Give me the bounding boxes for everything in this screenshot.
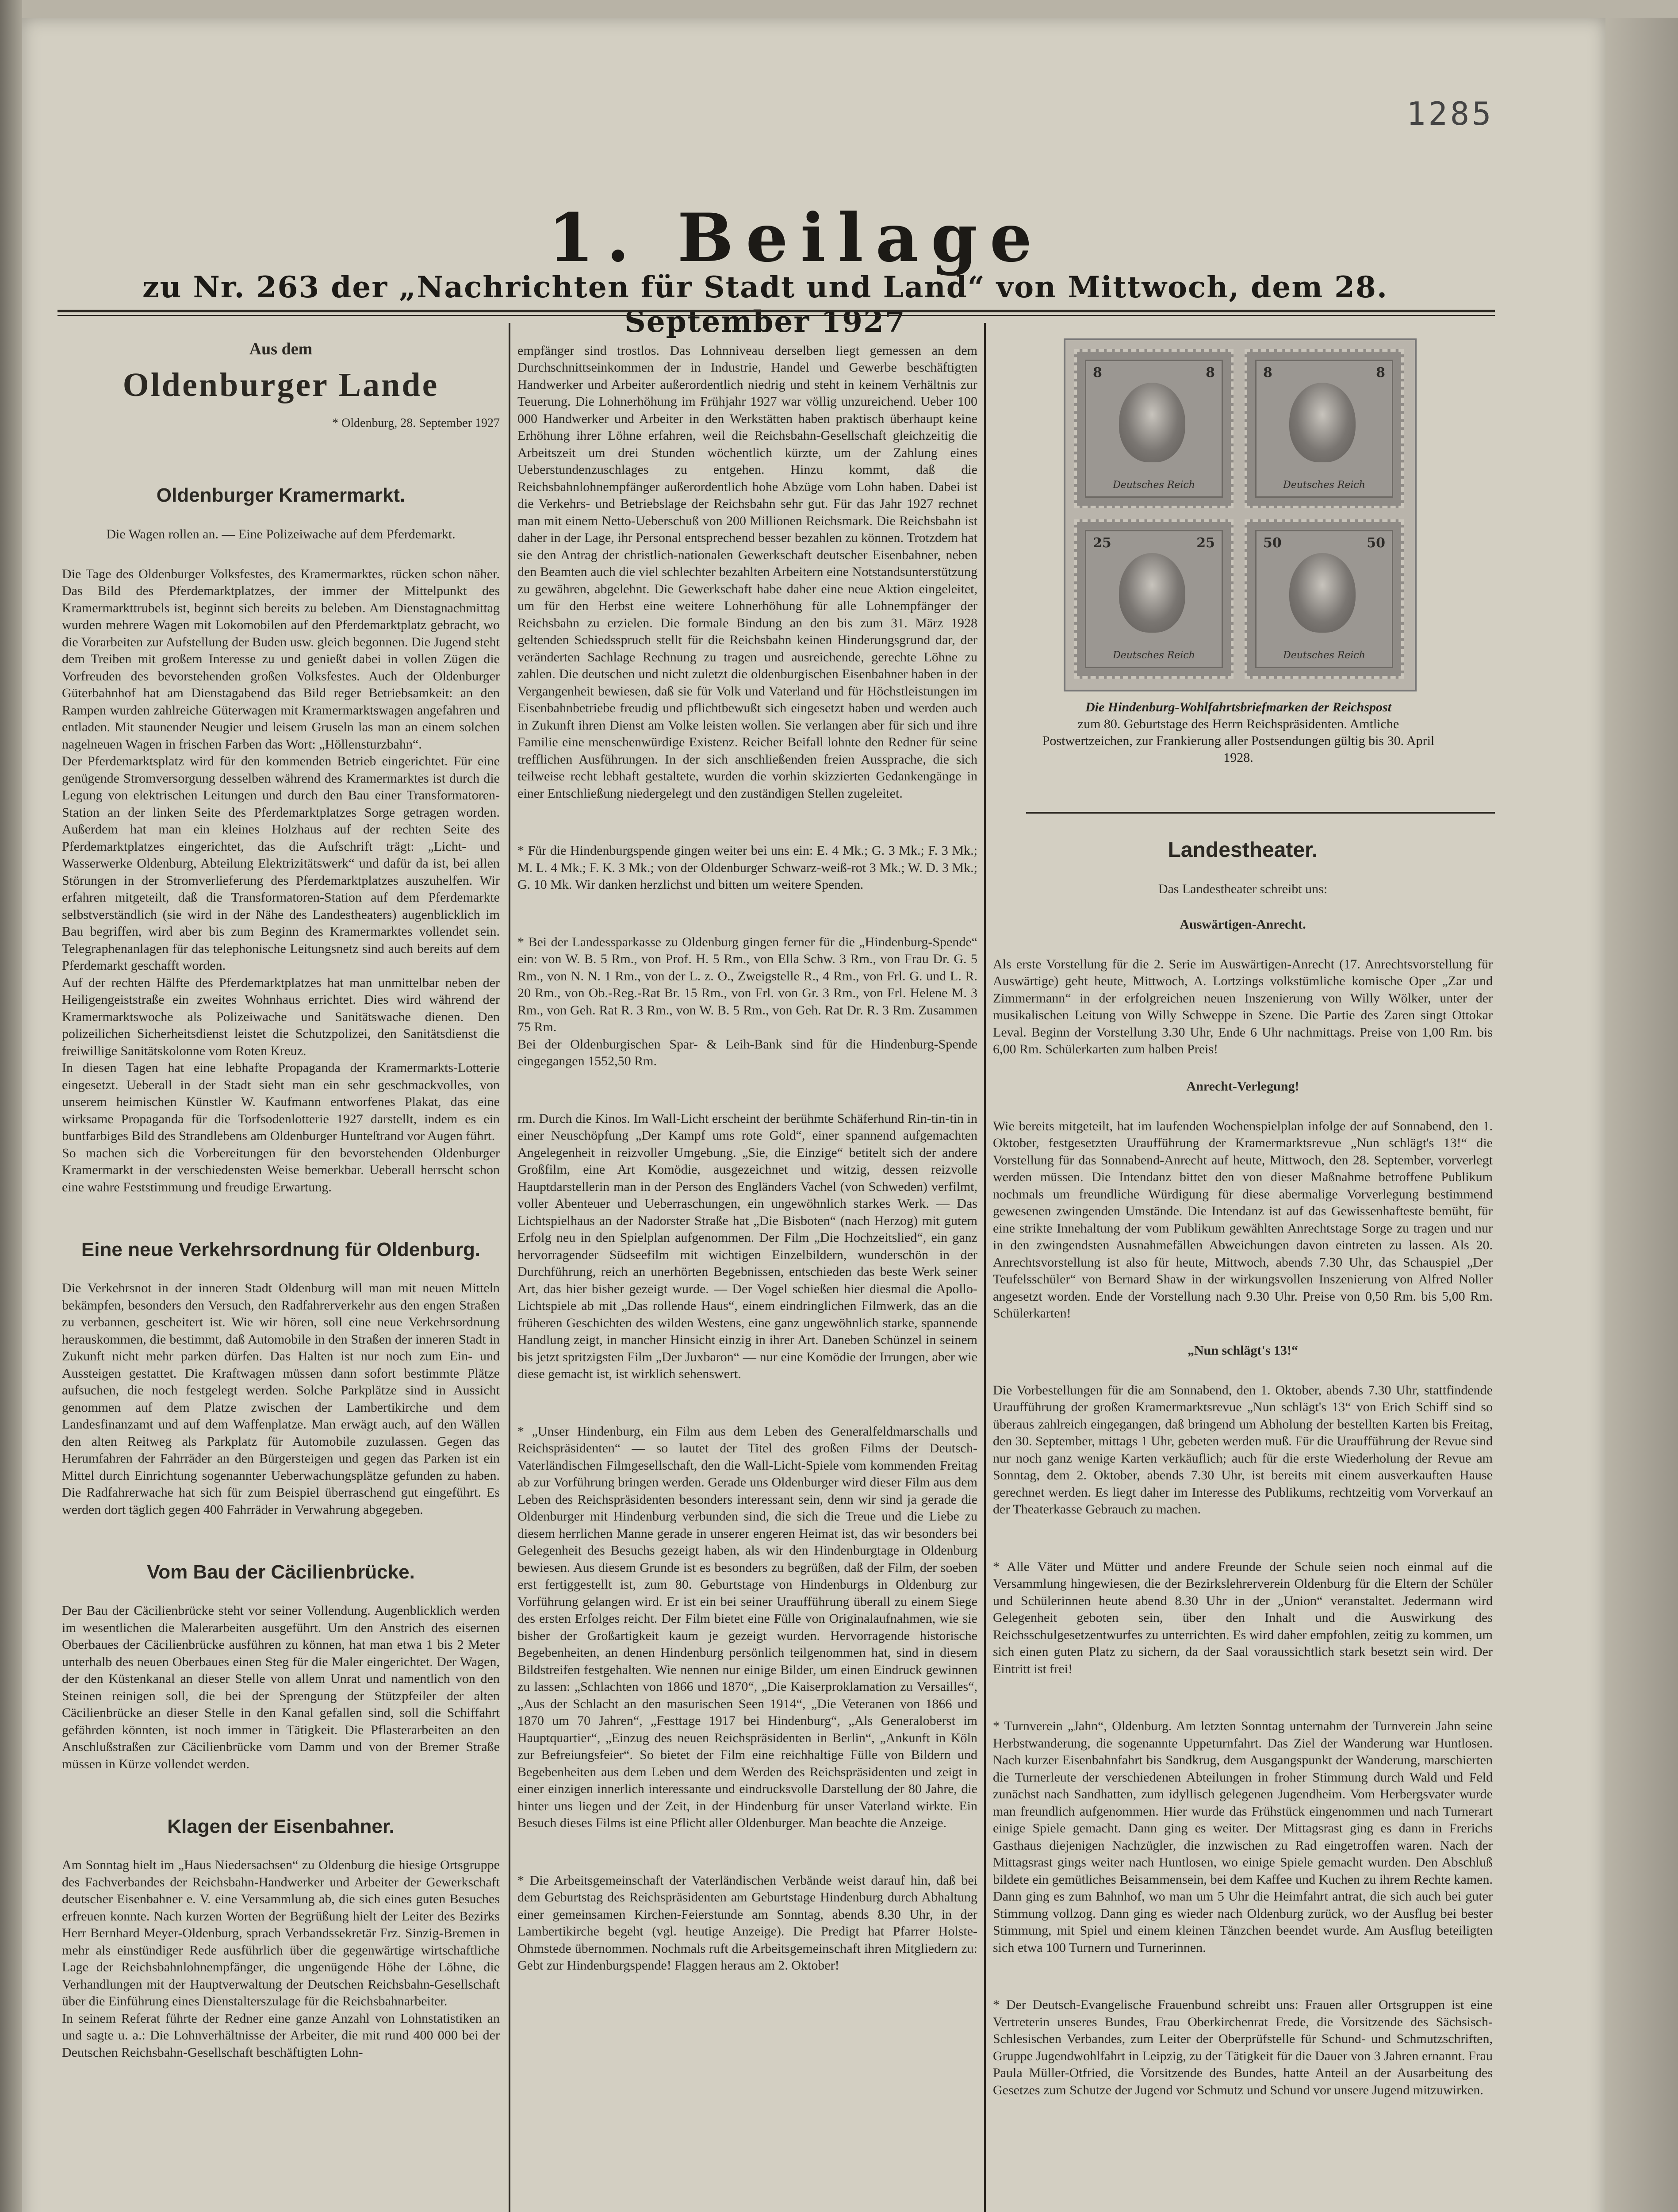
supplement-subtitle: zu Nr. 263 der „Nachrichten für Stadt und Land“ von Mittwoch, dem 28. September 1927: [142, 270, 1388, 339]
stamp: 50 50 Deutsches Reich: [1245, 519, 1404, 679]
supplement-title: 1. Beilage: [548, 199, 1045, 277]
stamp-caption-text: zum 80. Geburtstage des Herrn Reichspräsidenten. Amtliche Postwertzeichen, zur Frankierung aller Postsendungen gültig bis 30. April 1928.: [1042, 717, 1435, 765]
column-divider-1: [509, 323, 510, 2212]
stamp-caption-title: Die Hindenburg-Wohlfahrtsbriefmarken der Reichspost: [1085, 700, 1391, 714]
notice-paragraph: * „Unser Hindenburg, ein Film aus dem Leben des Generalfeldmarschalls und Reichspräsidenten“ — so lautet der Titel des großen Films der Deutsch-Vaterländischen Filmgesellschaft, den die Wall-Licht-Spiele vom kommenden Freitag ab zur Vorführung bringen werden. Gerade uns Oldenburger wird dieser Film aus dem Leben des Reichspräsidenten besonders interessant sein, denn wir sind ja gerade die Oldenburger mit Hindenburg verbunden sind, die sich die Treue und die Liebe zu diesem herrlichen Manne gerade in unserer engeren Heimat ist, das wir besonders bei Gelegenheit des Besuchs gezeigt haben, als wir den Hindenburgtage in Oldenburg bewiesen. Aus diesem Grunde ist es besonders zu begrüßen, daß der Film, der soeben erst fertiggestellt ist, zum 80. Geburtstage von Hindenburgs in Oldenburg zur Vorführung gelangen wird. Er ist ein bei seiner Uraufführung überall zu einem Siege des ersten Erfolges reicht. Der Film bietet eine Fülle von Originalaufnahmen, wie sie bisher der Großartigkeit kaum je gezeigt wurden. Hervorragende historische Begebenheiten, an denen Hindenburg persönlich teilgenommen hat, sind in diesem Bildstreifen festgehalten. Wie nennen nur einige Bilder, um einen Eindruck gewinnen zu lassen: „Schlachten von 1866 und 1870“, „Die Kaiserproklamation zu Versailles“, „Aus der Schlacht an den masurischen Seen 1914“, „Die Veteranen von 1866 und 1870 um 70 Jahren“, „Festtage 1917 bei Hindenburg“, „Als Generaloberst im Hauptquartier“, „Einzug des neuen Reichspräsidenten in Berlin“, „Ankunft in Köln zur Befreiungsfeier“. So bietet der Film eine reichhaltige Fülle von Bildern und Begebenheiten aus dem Leben und dem Werden des Reichspräsidenten und zeigt in einer einzigen innerlich interessante und eindrucksvolle Darstellung der 80 Jahre, die hinter uns liegen und der Zeit, in der Hindenburg für unser Vaterland wirkte. Ein Besuch dieses Films ist eine Pflicht aller Oldenburger. Man beachte die Anzeige.: [517, 1424, 977, 1830]
page-edge-shadow: [1605, 18, 1678, 2212]
portrait-image: [1119, 383, 1185, 462]
article-body: empfänger sind trostlos. Das Lohnniveau derselben liegt gemessen an dem Durchschnittseinkommen der in Industrie, Handel und Gewerbe beschäftigten Handwerker und Arbeiter außerordentlich niedrig und steht in keinem Verhältnis zur Teuerung. Die Lohnerhöhung im Frühjahr 1927 war völlig unzureichend. Ueber 100 000 Handwerker und Arbeiter in den Werkstätten haben praktisch überhaupt keine Erhöhung ihrer Löhne erfahren, weil die Reichsbahn-Gesellschaft gleichzeitig die Arbeitszeit um drei Stunden wöchentlich kürzte, um der Zahlung eines Ueberstundenzuschlages zu entgehen. Hinzu kommt, daß die Reichsbahnlohnempfänger außerordentlich hohe Abzüge vom Lohn haben. Dabei ist die Verkehrs- und Betriebslage der Reichsbahn sehr gut. Für das Jahr 1927 rechnet man mit einem Netto-Ueberschuß von 200 Millionen Reichsmark. Die Reichsbahn ist daher in der Lage, ihr Personal entsprechend besser bezahlen zu können. Trotzdem hat sie den Antrag der christlich-nationalen Gewerkschaft deutscher Eisenbahner, neben den Beamten auch die viel schlechter bezahlten Arbeitern eine Notstandsunterstützung zu gewähren, abgelehnt. Die Gewerkschaft habe daher eine neue Aktion eingeleitet, um für den Herbst eine weitere Lohnerhöhung für alle Lohnempfänger der Reichsbahn zu erzielen. Die formale Bindung an den bis zum 31. März 1928 geltenden Schiedsspruch stellt für die Reichsbahn keinen Hinderungsgrund dar, der veränderten Sachlage Rechnung zu tragen und ausreichende, gerechte Löhne zu zahlen. Die deutschen und nicht zuletzt die oldenburgischen Eisenbahner haben in der Vergangenheit bewiesen, daß sie für Volk und Vaterland und für Höchstleistungen im Eisenbahnbetriebe freudig und pflichtbewußt sich eingesetzt haben und werden auch in Zukunft ihren Dienst am Volke leisten wollen. Sie verlangen aber für sich und ihre Familie eine menschenwürdige Existenz. Reicher Beifall lohnte den Redner für seine trefflichen Ausführungen. In der sich anschließenden freien Aussprache, die sich teilweise recht lebhaft gestaltete, wurden die vorhin skizzierten Gedankengänge in einer Entschließung niedergelegt und den zuständigen Stellen zugeleitet.: [517, 343, 977, 801]
header-rule-thin: [57, 315, 1495, 316]
column-1: [62, 321, 500, 2212]
notice-paragraph: * Für die Hindenburgspende gingen weiter bei uns ein: E. 4 Mk.; G. 3 Mk.; F. 3 Mk.; M. L. 4 Mk.; F. K. 3 Mk.; von der Oldenburger Schwarz-weiß-rot 3 Mk.; W. D. 3 Mk.; G. 10 Mk. Wir danken herzlichst und bitten um weitere Spenden.: [517, 843, 977, 892]
section-heading: Oldenburger Lande: [123, 366, 439, 403]
article-title: Oldenburger Kramermarkt.: [156, 484, 406, 506]
column-2: [517, 325, 977, 2212]
notice-paragraph: * Alle Väter und Mütter und andere Freunde der Schule seien noch einmal auf die Versammlung hingewiesen, die der Bezirkslehrerverein Oldenburg für die Eltern der Schüler und Schülerinnen heute abend 8.30 Uhr in der „Union“ veranstaltet. Jedermann wird Gelegenheit geboten sein, über den Inhalt und die Auswirkung des Reichsschulgesetzentwurfes zu unterrichten. Es wird daher empfohlen, zeitig zu kommen, um sich einen guten Platz zu sichern, da der Saal voraussichtlich stark besetzt sein wird. Der Eintritt ist frei!: [993, 1559, 1493, 1676]
dateline: * Oldenburg, 28. September 1927: [332, 416, 500, 430]
notice-paragraph: * Die Arbeitsgemeinschaft der Vaterländischen Verbände weist darauf hin, daß bei dem Geburtstag des Reichspräsidenten am Geburtstage Hindenburg durch Abhaltung einer gemeinsamen Kirchen-Feierstunde am Sonntag, abends 8.30 Uhr, in der Lambertikirche begeht (vgl. heutige Anzeige). Die Predigt hat Pfarrer Holste-Ohmstede übernommen. Nochmals ruft die Arbeitsgemeinschaft ihren Mitgliedern zu: Gebt zur Hindenburgspende! Flaggen heraus am 2. Oktober!: [517, 1873, 977, 1973]
section-pre-heading: Aus dem: [249, 339, 313, 358]
article-subtitle: Das Landestheater schreibt uns:: [1158, 881, 1328, 896]
article-title: Vom Bau der Cäcilienbrücke.: [147, 1561, 415, 1583]
notice-paragraph: * Bei der Landessparkasse zu Oldenburg gingen ferner für die „Hindenburg-Spende“ ein: von W. B. 5 Rm., von Prof. H. 5 Rm., von Ella Schw. 3 Rm., von Frau Dr. G. 5 Rm., von N. N. 1 Rm., von der L. z. O., Zweigstelle R., 4 Rm., von Frl. G. und L. R. 20 Rm., von Ob.-Reg.-Rat Br. 15 Rm., von Frl. von Gr. 3 Rm., von Frl. Helene M. 3 Rm., von Geh. Rat R. 3 Rm., von W. B. 5 Rm., von Geh. Rat Dr. R. 3 Rm. Zusammen 75 Rm. Bei der Oldenburgischen Spar- & Leih-Bank sind für die Hindenburg-Spende eingegangen 1552,50 Rm.: [517, 934, 977, 1068]
article-title: Klagen der Eisenbahner.: [167, 1816, 395, 1837]
article-body: Die Vorbestellungen für die am Sonnabend, den 1. Oktober, abends 7.30 Uhr, stattfindende Uraufführung der großen Kramermarktsrevue „Nun schlägt's 13“ von Erich Schiff sind so überaus zahlreich eingegangen, daß bringend um Abholung der bestellten Karten bis Freitag, den 30. September, mittags 1 Uhr, gebeten werden muß. Für die Uraufführung der Revue sind nur noch ganz wenige Karten verkäuflich; auch für die erste Wiederholung der Revue am Sonntag, dem 2. Oktober, abends 7.30 Uhr, ist bereits mit einem ausverkauften Hause gerechnet werden. Es liegt daher im Interesse des Publikums, rechtzeitig vom Vorverkauf an der Theaterkasse Gebrauch zu machen.: [993, 1382, 1493, 1517]
article-body: Als erste Vorstellung für die 2. Serie im Auswärtigen-Anrecht (17. Anrechtsvorstellung für Auswärtige) geht heute, Mittwoch, A. Lortzings volkstümliche komische Oper „Zar und Zimmermann“ in der erfolgreichen neuen Inszenierung von Willy Wölker, unter der musikalischen Leitung von Willy Schweppe in Szene. Die Partie des Zaren singt Ottokar Leval. Beginn der Vorstellung 3.30 Uhr, Ende 6 Uhr nachmittags. Preise von 1,00 Rm. bis 6,00 Rm. Schülerkarten zum halben Preis!: [993, 956, 1493, 1056]
article-subtitle: Anrecht-Verlegung!: [1186, 1079, 1299, 1094]
stamp: 25 25 Deutsches Reich: [1074, 519, 1234, 679]
article-body: Der Bau der Cäcilienbrücke steht vor seiner Vollendung. Augenblicklich werden im wesentlichen die Malerarbeiten ausgeführt. Um den Anstrich des eisernen Oberbaues der Cäcilienbrücke ausführen zu können, hat man etwa 1 bis 2 Meter unterhalb des neuen Oberbaues einen Steg für die Maler eingerichtet. Der Wagen, der den Küstenkanal an dieser Stelle von allem Unrat und namentlich von den Steinen reinigen soll, die bei der Sprengung der Stützpfeiler der alten Cäcilienbrücke an dieser Stelle in den Kanal gefallen sind, soll die Schiffahrt gefährden könnten, ist noch immer in Tätigkeit. Die Pflasterarbeiten an den Anschlußstraßen zur Cäcilienbrücke vom Damm und von der Bremer Straße müssen in Kürze vollendet werden.: [62, 1603, 500, 1771]
column-divider-2: [984, 323, 986, 2212]
article-title: Eine neue Verkehrsordnung für Oldenburg.: [81, 1239, 481, 1260]
stamp-section-rule: [1026, 812, 1495, 814]
article-subtitle: Auswärtigen-Anrecht.: [1180, 917, 1306, 932]
notice-paragraph: * Der Deutsch-Evangelische Frauenbund schreibt uns: Frauen aller Ortsgruppen ist eine Vertreterin unseres Bundes, Frau Oberkirchenrat Frede, die Vorsitzende des Sächsisch-Schlesischen Verbandes, zum Leiter der Oberprüfstelle für Schund- und Schmutzschriften, Gruppe Jugendwohlfahrt in Leipzig, zu der Tätigkeit für die Dauer von 3 Jahren ernannt. Frau Paula Müller-Otfried, die Vorsitzende des Bundes, hatte Anteil an der Ausarbeitung des Gesetzes zum Schutze der Jugend vor Schmutz und Schund vor unsere Jugend mitzuwirken.: [993, 1997, 1493, 2097]
header-rule: [57, 310, 1495, 312]
page-number: 1285: [1406, 95, 1494, 132]
article-body: Die Verkehrsnot in der inneren Stadt Oldenburg will man mit neuen Mitteln bekämpfen, besonders den Versuch, den Radfahrerverkehr aus den engen Straßen zu verbannen, gescheitert ist. Wie wir hören, soll eine neue Verkehrsordnung herauskommen, die bestimmt, daß Automobile in den Straßen der inneren Stadt in Zukunft nicht mehr parken dürfen. Das Halten ist nur noch zum Ein- und Aussteigen gestattet. Die Kraftwagen müssen dann sofort bestimmte Plätze aufsuchen, die noch festgelegt werden. Solche Parkplätze sind in Aussicht genommen auf dem Platze zwischen der Lambertikirche und dem Landesfinanzamt und auf dem Waffenplatze. Man erwägt auch, auf den Wällen den alten Reitweg als Parkplatz für Automobile zuzulassen. Gegen das Herumfahren der Fahrräder an den Bürgersteigen und gegen das Parken ist ein Mittel durch Einrichtung sogenannter Ueberwachungsplätze gefunden zu haben. Die Radfahrerwache hat sich für zum Beispiel überraschend gut eingeführt. Es werden dort täglich gegen 400 Fahrräder in Verwahrung abgegeben.: [62, 1281, 500, 1517]
portrait-image: [1119, 553, 1185, 633]
stamp: 8 8 Deutsches Reich: [1245, 349, 1404, 508]
notice-paragraph: * Turnverein „Jahn“, Oldenburg. Am letzten Sonntag unternahm der Turnverein Jahn seine Herbstwanderung, die sogenannte Uppeturnfahrt. Das Ziel der Wanderung war Huntlosen. Nach kurzer Eisenbahnfahrt bis Sandkrug, dem Ausgangspunkt der Wanderung, marschierten die Turnerleute der verschiedenen Abteilungen in froher Stimmung durch Wald und Feld zunächst nach Sandhatten, zum idyllisch gelegenen Jugendheim. Vom Herbergsvater wurde man freundlich aufgenommen. Hier wurde das Frühstück eingenommen und nach Turnerart einige Spiele gemacht. Dann ging es weiter. Der Mittagsrast ging es dann in Frerichs Gasthaus diejenigen Nachzügler, die inzwischen zu Rad eingetroffen waren. Nach der Mittagsrast gings weiter nach Huntlosen, wo einige Spiele gemacht wurden. Den Abschluß bildete ein gemütliches Beisammensein, bei dem Kaffee und Kuchen zu ihrem Rechte kamen. Dann ging es zum Bahnhof, wo man um 5 Uhr die Heimfahrt antrat, die sich auch bei guter Stimmung vollzog. Dann ging es wieder nach Oldenburg zurück, wo der Ausflug bei bester Stimmung, mit Spiel und einem kleinen Tänzchen beendet wurde. Am Ausflug beteiligten sich etwa 100 Turnern und Turnerinnen.: [993, 1719, 1493, 1955]
portrait-image: [1289, 383, 1356, 462]
notice-paragraph: rm. Durch die Kinos. Im Wall-Licht erscheint der berühmte Schäferhund Rin-tin-tin in einer Neuschöpfung „Der Kampf ums rote Gold“, einer spannend aufgemachten Angelegenheit in reizvoller Umgebung. „Sie, die Einzige“ betitelt sich der andere Großfilm, eine Art Komödie, ausgezeichnet und witzig, dessen reizvolle Hauptdarstellerin man in der Person des Engländers Vachel (von Schweden) verfilmt, voller Abenteuer und Ueberraschungen, ein ungewöhnlich starkes Werk. — Das Lichtspielhaus an der Nadorster Straße hat „Die Bisboten“ (nach Herzog) mit gutem Erfolg neu in den Spielplan aufgenommen. Der Film „Die Hochzeitslied“, ein ganz hervorragender Südseefilm mit wichtigen Einzelbildern, wunderschön in der Durchführung, reich an unerhörten Begebnissen, entschieden das beste Werk seiner Art, das hier bisher gezeigt wurde. — Der Vogel schießen hier diesmal die Apollo-Lichtspiele ab mit „Das rollende Haus“, einem eindringlichen Filmwerk, das an die früheren Geschichten des wilden Westens, eine ganz ungewöhnlich starke, spannende Handlung zeigt, in mancher Hinsicht einzig in ihrer Art. Daneben Schünzel in seinem bis jetzt spritzigsten Film „Der Juxbaron“ — nur eine Komödie der Irrungen, aber wie diese gemacht ist, ist wirklich sehenswert.: [517, 1111, 977, 1381]
article-body: Am Sonntag hielt im „Haus Niedersachsen“ zu Oldenburg die hiesige Ortsgruppe des Fachverbandes der Reichsbahn-Handwerker und Arbeiter der Gewerkschaft deutscher Eisenbahner e. V. eine Versammlung ab, die sich eines guten Besuches erfreuen konnte. Nach kurzen Worten der Begrüßung hielt der Leiter des Bezirks Herr Bernhard Meyer-Oldenburg, sprach Verbandssekretär Frz. Sinzig-Bremen in mehr als einstündiger Rede ausführlich über die gegenwärtige wirtschaftliche Lage der Reichsbahnlohnempfänger, die ungenügende Höhe der Löhne, die Verhandlungen mit der Hauptverwaltung der Deutschen Reichsbahn-Gesellschaft über die Einführung eines Dienstalterszulage für die Reichsbahnarbeiter. In seinem Referat führte der Redner eine ganze Anzahl von Lohnstatistiken an und sagte u. a.: Die Lohnverhältnisse der Arbeiter, die mit rund 400 000 bei der Deutschen Reichsbahn-Gesellschaft beschäftigten Lohn-: [62, 1858, 500, 2060]
page-fold-shadow: [0, 0, 22, 2212]
column-3: [993, 823, 1493, 2212]
portrait-image: [1289, 553, 1356, 633]
stamp-caption: [1035, 699, 1442, 766]
article-title: Landestheater.: [1168, 838, 1318, 862]
article-body: Die Tage des Oldenburger Volksfestes, des Kramermarktes, rücken schon näher. Das Bild des Pferdemarktplatzes, der immer der Mittelpunkt des Kramermarkttrubels ist, beginnt sich bereits zu beleben. Am Dienstagnachmittag wurden mehrere Wagen mit Lokomobilen auf den Pferdemarktplatz gebracht, wo die Vorarbeiten zur Aufstellung der Buden usw. gleich begonnen. Die Jugend steht dem Treiben mit großem Interesse zu und genießt dabei in vollen Zügen die Vorfreuden des bevorstehenden großen Volksfestes. Auch der Oldenburger Güterbahnhof hat am Dienstagabend das Bild reger Betriebsamkeit: an den Rampen wurden zahlreiche Güterwagen mit Kramermarktswagen angefahren und entladen. Mit staunender Neugier und leisem Gruseln las man an einem solchen nagelneuen Wagen in frischen Farben das Wort: „Höllensturzbahn“. Der Pferdemarktsplatz wird für den kommenden Betrieb eingerichtet. Für eine genügende Stromversorgung desselben während des Kramermarktes ist durch die Legung von elektrischen Leitungen und durch den Bau einer Transformatoren-Station an der linken Seite des Pferdemarktplatzes Sorge getragen worden. Außerdem hat man ein kleines Holzhaus auf der rechten Seite des Pferdemarktplatzes eingerichtet, das die Aufschrift trägt: „Licht- und Wasserwerke Oldenburg, Abteilung Elektrizitätswerk“ und dafür da ist, bei allen Störungen in der Stromverlieferung des Pferdemarktplatzes auszuhelfen. Wir erfahren mitgeteilt, daß die Transformatoren-Station auf dem Pferdemarkte selbstverständlich (sie wird in der Nähe des Landestheaters) augenblicklich im Bau begriffen, wird aber bis zum Beginn des Kramermarktes vollendet sein. Telegraphenanlagen für das telephonische Leitungsnetz sind auch bereits auf dem Pferdemarkt geschafft worden. Auf der rechten Hälfte des Pferdemarktplatzes hat man unmittelbar neben der Heiligengeiststraße ein zweites Wohnhaus errichtet. Dies wird während der Kramermarktswoche als Polizeiwache und Sanitätswache dienen. Den polizeilichen Sicherheitsdienst leistet die Schutzpolizei, den Sanitätsdienst die freiwillige Sanitätskolonne vom Roten Kreuz. In diesen Tagen hat eine lebhafte Propaganda der Kramermarkts-Lotterie eingesetzt. Ueberall in der Stadt sieht man ein sehr geschmackvolles, von unserem heimischen Künstler W. Kaufmann entworfenes Plakat, das eine wirksame Propaganda für die Torfsodenlotterie 1927 darstellt, indem es ein buntfarbiges Bild des Strandlebens am Oldenburger Hunteſtrand vor Augen führt. So machen sich die Vorbereitungen für den bevorstehenden Oldenburger Kramermarkt in der verschiedensten Weise bemerkbar. Ueberall herrscht schon eine wahre Feststimmung und freudige Erwartung.: [62, 566, 500, 1194]
hindenburg-stamps-image: [1064, 338, 1417, 691]
article-subtitle: Die Wagen rollen an. — Eine Polizeiwache auf dem Pferdemarkt.: [106, 527, 456, 541]
article-subtitle: „Nun schlägt's 13!“: [1187, 1343, 1299, 1358]
stamp: 8 8 Deutsches Reich: [1074, 349, 1234, 508]
article-body: Wie bereits mitgeteilt, hat im laufenden Wochenspielplan infolge der auf Sonnabend, den 1. Oktober, festgesetzten Uraufführung der Kramermarktsrevue „Nun schlägt's 13!“ die Vorstellung für das Sonnabend-Anrecht auf heute, Mittwoch, den 28. September, vorverlegt werden müssen. Die Intendanz bittet den von dieser Maßnahme betroffene Publikum nochmals um freundliche Würdigung für diese abermalige Vorverlegung bestimmend gewesenen zwingenden Umstände. Die Intendanz ist auf das Gewissenhafteste bemüht, für eine strikte Innehaltung der vom Publikum gewählten Anrechtstage Sorge zu tragen und nur in den zwingendsten Ausnahmefällen Abweichungen davon eintreten zu lassen. Als 20. Anrechtsvorstellung ist also für heute, Mittwoch, abends 7.30 Uhr, das Schauspiel „Der Teufelsschüler“ von Bernard Shaw in der wirkungsvollen Inszenierung von Alfred Noller angesetzt worden. Ende der Vorstellung nach 9.30 Uhr. Preise von 0,50 Rm. bis 5,00 Rm. Schülerkarten!: [993, 1118, 1493, 1321]
